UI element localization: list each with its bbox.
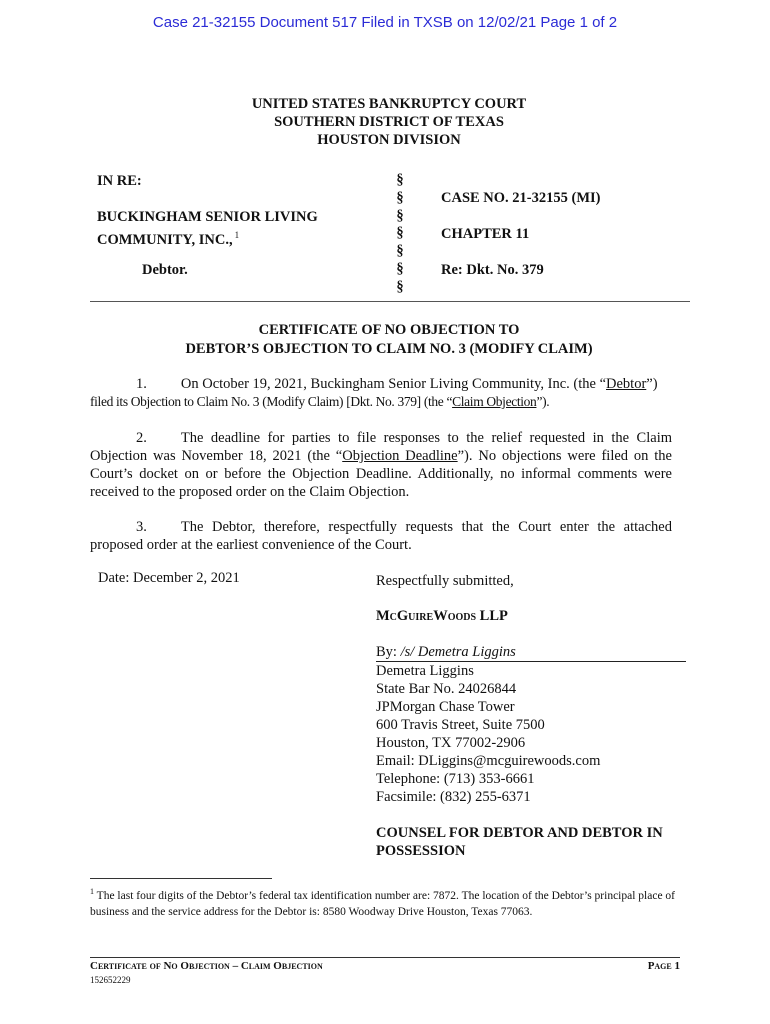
section-symbol: § [396,225,404,242]
paragraph-1-line1: 1. On October 19, 2021, Buckingham Senior Living Community, Inc. (the “Debtor”) [136,376,658,392]
section-symbol: § [396,278,404,295]
address-street: 600 Travis Street, Suite 7500 [376,717,545,733]
caption-divider [90,301,690,302]
section-symbol: § [396,207,404,224]
telephone: Telephone: (713) 353-6661 [376,771,535,787]
electronic-signature: /s/ Demetra Liggins [400,644,516,660]
document-id: 152652229 [90,975,131,985]
signature-line: By: /s/ Demetra Liggins [376,643,686,662]
footnote-separator [90,878,272,879]
section-symbols-column [393,172,407,297]
section-symbol: § [396,172,404,188]
facsimile: Facsimile: (832) 255-6371 [376,789,531,805]
defined-term-objection-deadline: Objection Deadline [342,448,458,464]
paragraph-number: 2. [136,430,147,446]
debtor-label: Debtor. [142,262,188,278]
title-line1: CERTIFICATE OF NO OBJECTION TO [258,322,520,338]
section-symbol: § [396,260,404,277]
address-city: Houston, TX 77002-2906 [376,735,526,751]
court-heading [0,95,770,149]
paragraph-number: 3. [136,519,147,535]
paragraph-number: 1. [136,376,147,392]
page-number: Page 1 [647,960,680,972]
court-division: HOUSTON DIVISION [317,132,461,148]
footnote-text: The last four digits of the Debtor’s federal tax identification number are: 7872. The location of the Debtor’s principal place of business and the service address for the Debtor is: 8580 Woodway Drive Houston, Texas 77063. [90,889,676,919]
case-number: CASE NO. 21-32155 (MI) [441,190,601,206]
section-symbol: § [396,189,404,206]
filing-stamp: Case 21-32155 Document 517 Filed in TXSB on 12/02/21 Page 1 of 2 [152,14,618,31]
signature-block [376,572,676,860]
defined-term-debtor: Debtor [606,376,647,392]
docket-reference: Re: Dkt. No. 379 [441,262,544,278]
chapter: CHAPTER 11 [441,226,530,242]
paragraph-1-line2: filed its Objection to Claim No. 3 (Modify Claim) [Dkt. No. 379] (the “Claim Objection”). [90,394,550,409]
email: Email: DLiggins@mcguirewoods.com [376,753,601,769]
paragraph-2: 2. The deadline for parties to file responses to the relief requested in the Claim Objection was November 18, 2021 (the “Objection Deadline”). No objections were filed on the Court’s docket on or before the Objection Deadline. Additionally, no informal comments were received to the proposed order on the Claim Objection. [90,430,672,500]
defined-term-claim-objection: Claim Objection [452,394,537,409]
footer-title: Certificate of No Objection – Claim Objection [90,960,323,972]
debtor-name-line1: BUCKINGHAM SENIOR LIVING [97,209,318,225]
attorney-name: Demetra Liggins [376,663,474,679]
title-line2: DEBTOR’S OBJECTION TO CLAIM NO. 3 (MODIFY CLAIM) [185,341,593,357]
footnote-ref: 1 [234,230,240,240]
footnote [90,884,690,921]
address-building: JPMorgan Chase Tower [376,699,515,715]
filing-date: Date: December 2, 2021 [98,570,240,586]
paragraph-3: 3. The Debtor, therefore, respectfully requests that the Court enter the attached proposed order at the earliest convenience of the Court. [90,519,672,553]
document-title [0,321,770,359]
bar-number: State Bar No. 24026844 [376,681,517,697]
footnote-marker: 1 [90,887,94,896]
in-re-label: IN RE: [97,173,142,189]
respectfully-submitted: Respectfully submitted, [376,573,514,589]
debtor-name-line2: COMMUNITY, INC., $^1$ [97,230,240,248]
counsel-designation: COUNSEL FOR DEBTOR AND DEBTOR IN POSSESSION [376,825,663,859]
firm-name: McGuireWoods LLP [376,608,508,624]
court-name: UNITED STATES BANKRUPTCY COURT [251,96,527,112]
footer-rule [90,957,680,958]
section-symbol: § [396,243,404,260]
court-district: SOUTHERN DISTRICT OF TEXAS [274,114,504,130]
debtor-name [97,208,318,249]
paragraph-1 [90,375,672,411]
